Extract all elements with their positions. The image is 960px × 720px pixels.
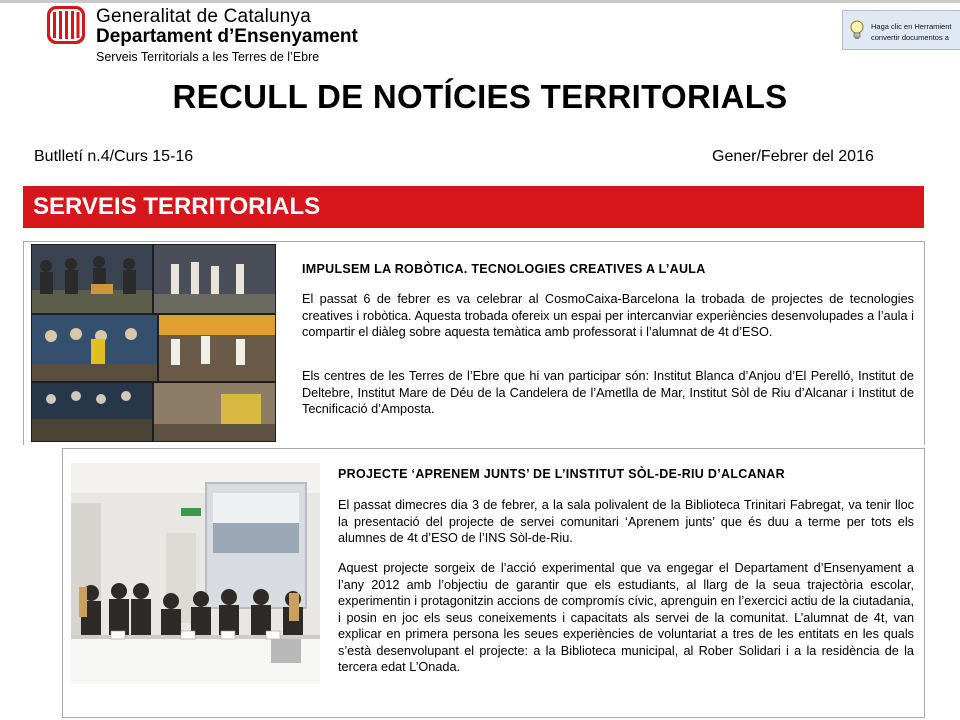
territorial-services-name: Serveis Territorials a les Terres de l’Ebre: [96, 50, 320, 64]
article-title: IMPULSEM LA ROBÒTICA. TECNOLOGIES CREATIVES A L’AULA: [302, 262, 706, 276]
article-paragraph: Els centres de les Terres de l’Ebre que hi van participar són: Institut Blanca d’Anjou d’El Perelló, Institut de Deltebre, Institut Mare de Déu de la Candelera de l’Ametlla de Mar, Institut Sòl de Riu d’Alcanar i Institut de Tecnificació d’Amposta.: [302, 369, 914, 416]
tooltip-line-1: Haga clic en Herramient: [871, 22, 952, 31]
department-name: Departament d’Ensenyament: [96, 26, 358, 47]
window-top-border: [0, 0, 960, 3]
bulletin-date: Gener/Febrer del 2016: [712, 148, 874, 165]
generalitat-logo: [47, 6, 85, 44]
lightbulb-icon: [849, 20, 865, 40]
page-title: RECULL DE NOTÍCIES TERRITORIALS: [172, 78, 788, 115]
section-title: SERVEIS TERRITORIALS: [33, 193, 321, 220]
bulletin-number: Butlletí n.4/Curs 15-16: [34, 148, 194, 165]
article-paragraph: El passat dimecres dia 3 de febrer, a la sala polivalent de la Biblioteca Trinitari Fabregat, va tenir lloc la presentació del projecte de servei comunitari ‘Aprenem junts’ que és duu a terme per tots els alumnes de 4t d’ESO de l’INS Sòl-de-Riu.: [338, 498, 914, 545]
section-banner: [23, 186, 924, 228]
robotics-photo-collage: [31, 244, 276, 442]
org-name: Generalitat de Catalunya: [96, 6, 311, 27]
article-paragraph: Aquest projecte sorgeix de l’acció experimental que va engegar el Departament d’Ensenyament a l’any 2012 amb l’objectiu de garantir que els estudiants, al llarg de la seua trajectòria escolar, experimentin i protagonitzin accions de compromís cívic, aprenguin en l’exercici actiu de la ciutadania, i posin en joc els seus coneixements i capacitats als servei de la comunitat. L’alumnat de 4t, van explicar en primera persona les seues experiències de voluntariat a tres de les entitats en les quals s’està desenvolupant el projecte: a la Biblioteca municipal, al Rober Solidari i a la residència de la tercera edat L’Onada.: [338, 561, 914, 674]
presentation-event-photo: [71, 463, 320, 684]
article-title: PROJECTE ‘APRENEM JUNTS’ DE L’INSTITUT SÒL-DE-RIU D’ALCANAR: [338, 467, 785, 481]
tooltip-line-2: convertir documentos a: [871, 33, 949, 42]
article-paragraph: El passat 6 de febrer es va celebrar al CosmoCaixa-Barcelona la trobada de projectes de tecnologies creatives i robòtica. Aquesta trobada ofereix un espai per intercanviar experiències desenvolupades a l’aula i compartir el diàleg sobre aquesta temàtica amb professorat i l’alumnat de 4t d’ESO.: [302, 292, 914, 339]
convert-tooltip[interactable]: [842, 10, 960, 50]
